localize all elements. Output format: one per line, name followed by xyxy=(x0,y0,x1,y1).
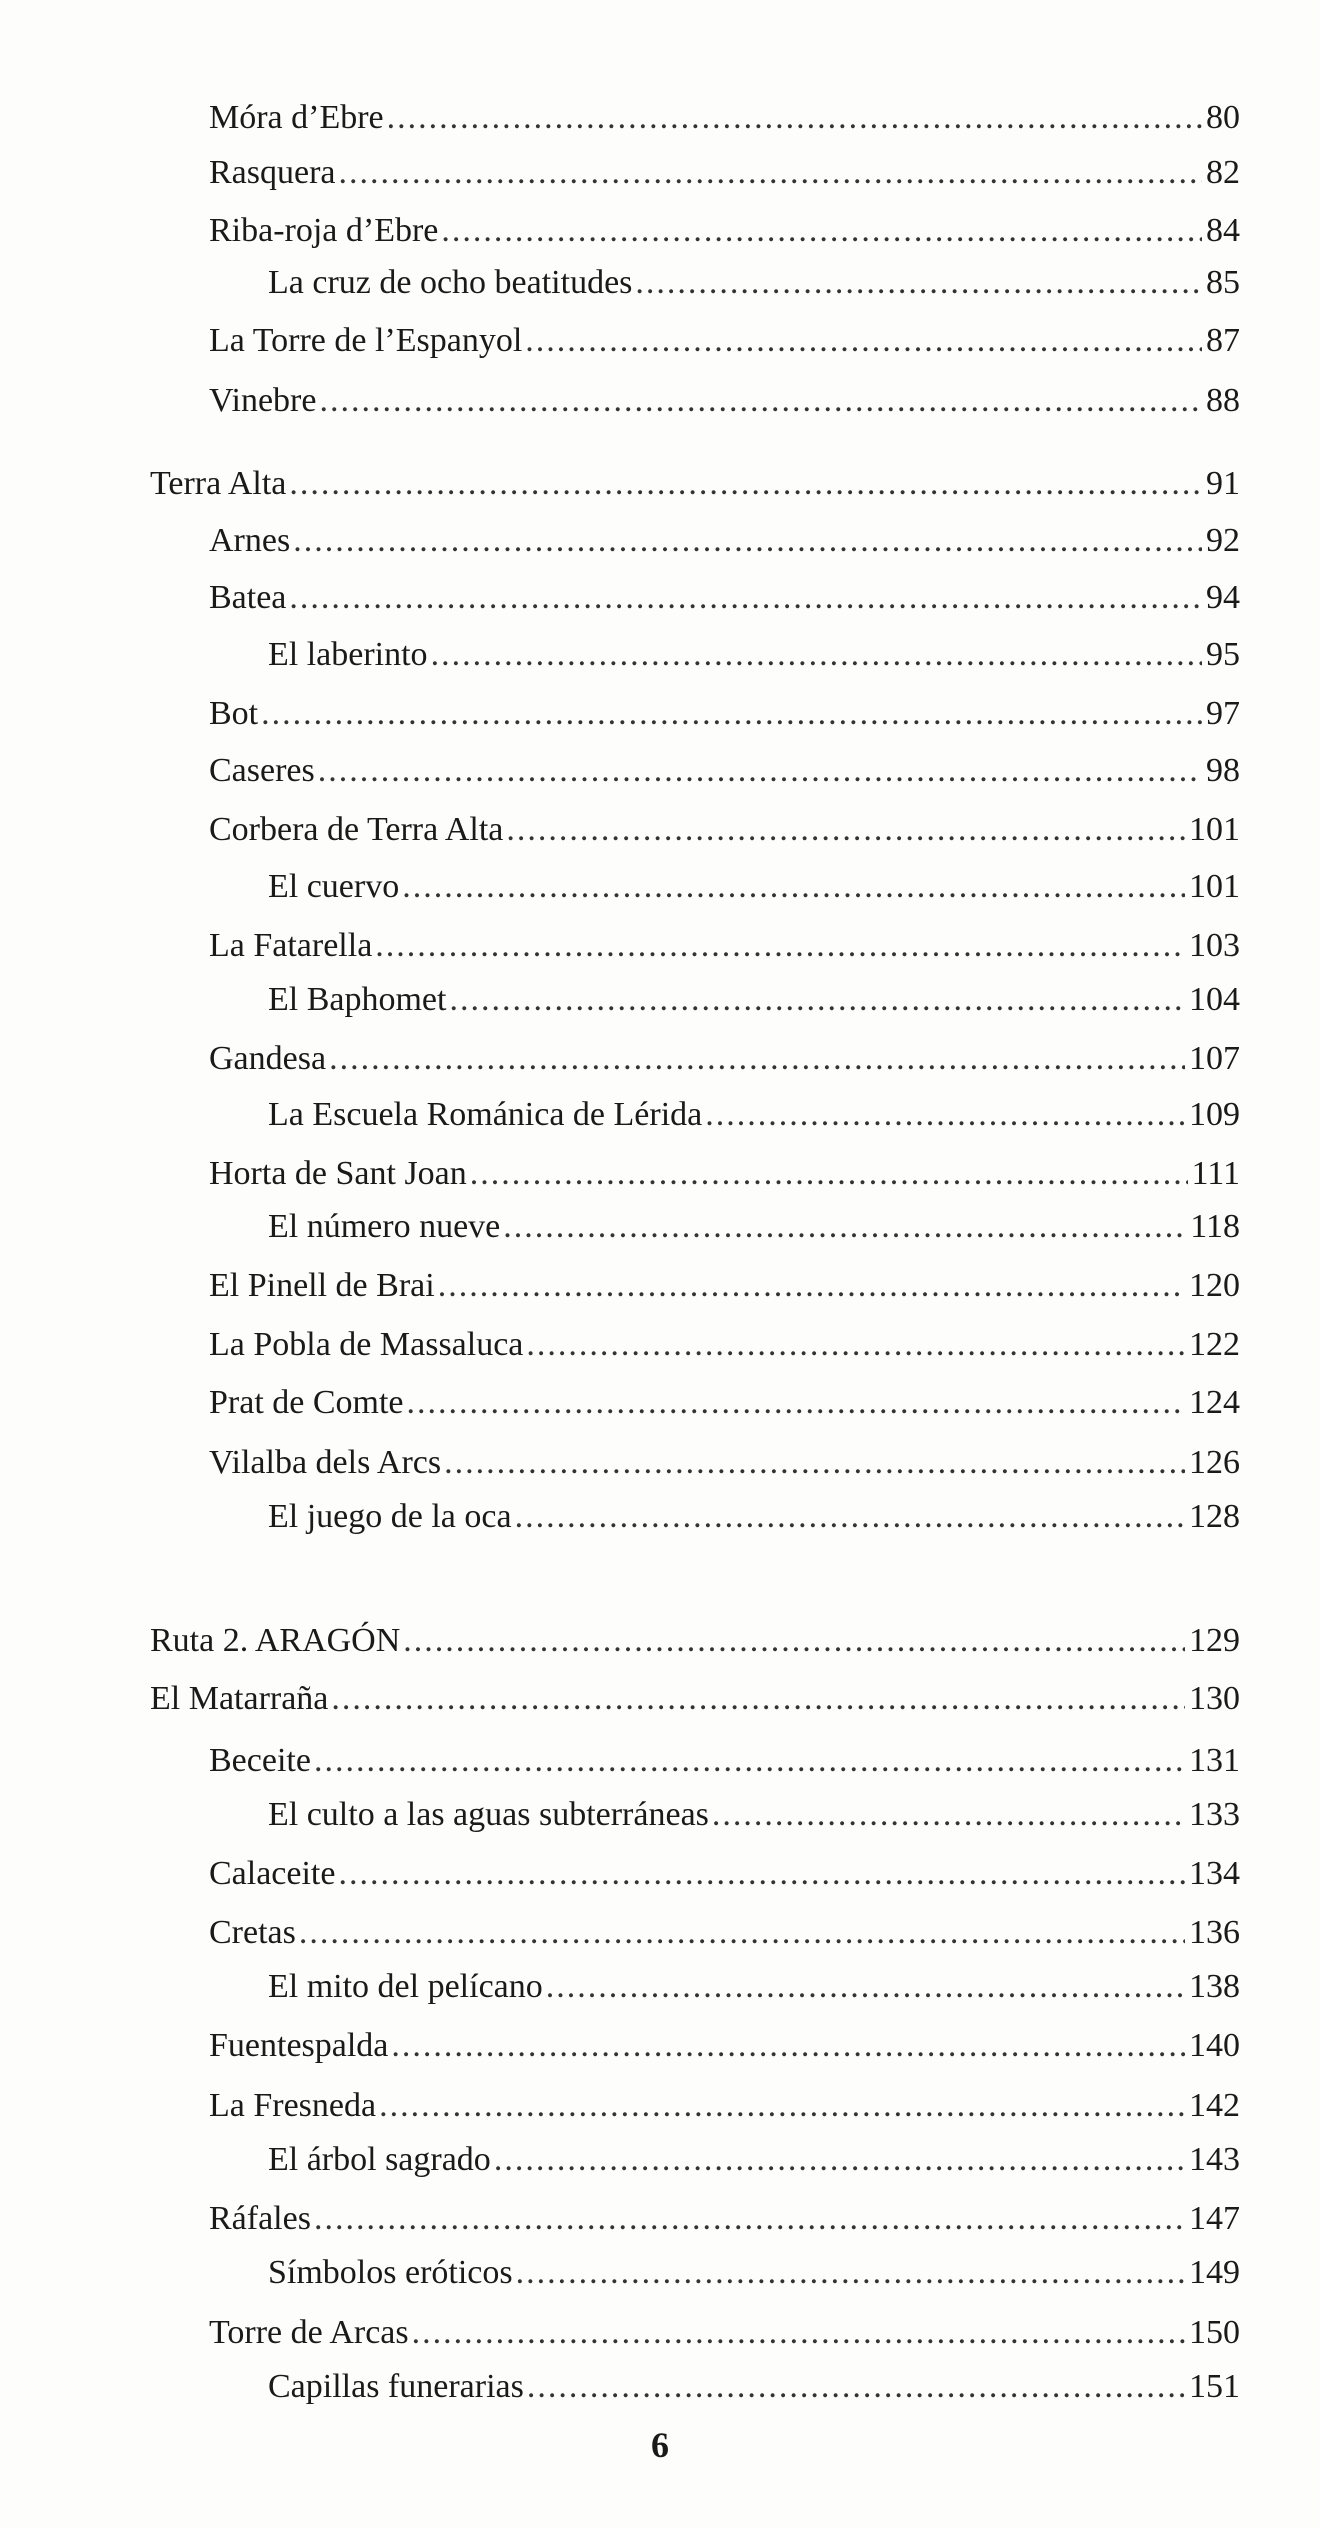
toc-entry-title: El cuervo xyxy=(268,868,400,905)
toc-entry xyxy=(209,578,1240,618)
toc-entry-page: 88 xyxy=(1206,382,1240,419)
toc-entry xyxy=(268,1497,1240,1537)
dot-leader xyxy=(293,521,1202,561)
toc-entry-page: 149 xyxy=(1189,2254,1240,2291)
toc-entry-page: 101 xyxy=(1189,811,1240,848)
toc-entry-page: 111 xyxy=(1191,1155,1240,1192)
toc-entry-title: Capillas funerarias xyxy=(268,2368,524,2405)
toc-entry-title: Calaceite xyxy=(209,1855,336,1892)
toc-entry-page: 143 xyxy=(1189,2141,1240,2178)
dot-leader xyxy=(441,211,1202,251)
toc-entry xyxy=(209,381,1240,421)
toc-entry xyxy=(209,751,1240,791)
toc-entry xyxy=(209,926,1240,966)
dot-leader xyxy=(449,980,1185,1020)
dot-leader xyxy=(705,1095,1185,1135)
dot-leader xyxy=(503,1207,1186,1247)
toc-entry-title: La Escuela Románica de Lérida xyxy=(268,1096,703,1133)
dot-leader xyxy=(412,2313,1185,2353)
dot-leader xyxy=(289,464,1202,504)
toc-entry-title: El laberinto xyxy=(268,636,428,673)
toc-entry-page: 87 xyxy=(1206,322,1240,359)
toc-entry-page: 124 xyxy=(1189,1384,1240,1421)
toc-entry-page: 136 xyxy=(1189,1914,1240,1951)
toc-entry xyxy=(268,1095,1240,1135)
toc-entry-page: 134 xyxy=(1189,1855,1240,1892)
toc-entry-title: Móra d’Ebre xyxy=(209,99,384,136)
toc-entry-page: 122 xyxy=(1189,1326,1240,1363)
dot-leader xyxy=(526,1325,1185,1365)
toc-entry xyxy=(150,1621,1240,1661)
toc-entry-page: 133 xyxy=(1189,1796,1240,1833)
toc-entry-title: Corbera de Terra Alta xyxy=(209,811,504,848)
toc-entry-title: El árbol sagrado xyxy=(268,2141,491,2178)
toc-entry xyxy=(268,263,1240,303)
dot-leader xyxy=(261,694,1202,734)
toc-entry xyxy=(150,1679,1240,1719)
toc-entry xyxy=(209,1854,1240,1894)
toc-entry-title: Beceite xyxy=(209,1742,311,1779)
toc-entry-page: 94 xyxy=(1206,579,1240,616)
toc-entry-page: 140 xyxy=(1189,2027,1240,2064)
toc-entry-title: El mito del pelícano xyxy=(268,1968,543,2005)
toc-entry xyxy=(209,211,1240,251)
dot-leader xyxy=(431,635,1202,675)
dot-leader xyxy=(506,810,1185,850)
toc-entry-page: 104 xyxy=(1189,981,1240,1018)
toc-entry-title: El juego de la oca xyxy=(268,1498,512,1535)
toc-entry-title: Fuentespalda xyxy=(209,2027,389,2064)
toc-entry-title: Prat de Comte xyxy=(209,1384,404,1421)
toc-entry-page: 128 xyxy=(1189,1498,1240,1535)
dot-leader xyxy=(318,751,1202,791)
toc-entry-page: 142 xyxy=(1189,2087,1240,2124)
toc-entry xyxy=(209,153,1240,193)
toc-entry-title: La Fatarella xyxy=(209,927,373,964)
dot-leader xyxy=(331,1679,1185,1719)
dot-leader xyxy=(407,1383,1185,1423)
toc-entry xyxy=(209,321,1240,361)
page-number: 6 xyxy=(651,2425,669,2465)
dot-leader xyxy=(444,1443,1185,1483)
toc-entry-page: 138 xyxy=(1189,1968,1240,2005)
dot-leader xyxy=(319,381,1202,421)
toc-entry-title: Vinebre xyxy=(209,382,317,419)
toc-entry-page: 107 xyxy=(1189,1040,1240,1077)
dot-leader xyxy=(387,98,1202,138)
dot-leader xyxy=(494,2140,1185,2180)
toc-entry xyxy=(209,1266,1240,1306)
toc-entry-page: 120 xyxy=(1189,1267,1240,1304)
toc-entry-page: 150 xyxy=(1189,2314,1240,2351)
toc-entry-title: Caseres xyxy=(209,752,315,789)
toc-entry-title: Cretas xyxy=(209,1914,296,1951)
dot-leader xyxy=(515,1497,1185,1537)
toc-entry-page: 130 xyxy=(1189,1680,1240,1717)
dot-leader xyxy=(403,1621,1185,1661)
toc-entry xyxy=(209,1443,1240,1483)
toc-entry xyxy=(268,1795,1240,1835)
toc-entry xyxy=(268,2253,1240,2293)
toc-entry-title: El Matarraña xyxy=(150,1680,329,1717)
toc-entry-page: 91 xyxy=(1206,465,1240,502)
toc-entry-title: Riba-roja d’Ebre xyxy=(209,212,439,249)
toc-entry-title: La Torre de l’Espanyol xyxy=(209,322,523,359)
toc-entry-title: Batea xyxy=(209,579,287,616)
toc-entry-title: Vilalba dels Arcs xyxy=(209,1444,442,1481)
toc-entry xyxy=(209,1383,1240,1423)
toc-entry xyxy=(209,1325,1240,1365)
toc-entry-title: Torre de Arcas xyxy=(209,2314,409,2351)
toc-entry xyxy=(209,521,1240,561)
dot-leader xyxy=(402,867,1185,907)
dot-leader xyxy=(635,263,1202,303)
toc-entry xyxy=(268,980,1240,1020)
dot-leader xyxy=(314,1741,1185,1781)
toc-entry xyxy=(209,98,1240,138)
toc-entry-title: El número nueve xyxy=(268,1208,501,1245)
toc-entry xyxy=(268,635,1240,675)
dot-leader xyxy=(391,2026,1185,2066)
dot-leader xyxy=(438,1266,1185,1306)
toc-entry-title: Ráfales xyxy=(209,2200,311,2237)
toc-entry xyxy=(150,464,1240,504)
dot-leader xyxy=(527,2367,1185,2407)
dot-leader xyxy=(470,1154,1188,1194)
toc-entry-title: Gandesa xyxy=(209,1040,327,1077)
toc-entry-page: 85 xyxy=(1206,264,1240,301)
toc-entry-page: 109 xyxy=(1189,1096,1240,1133)
dot-leader xyxy=(289,578,1202,618)
toc-entry-page: 95 xyxy=(1206,636,1240,673)
toc-entry-title: La cruz de ocho beatitudes xyxy=(268,264,633,301)
toc-entry-page: 97 xyxy=(1206,695,1240,732)
toc-entry-title: Bot xyxy=(209,695,259,732)
toc-entry xyxy=(209,2313,1240,2353)
dot-leader xyxy=(712,1795,1185,1835)
dot-leader xyxy=(338,1854,1185,1894)
toc-entry xyxy=(209,810,1240,850)
toc-entry-title: Arnes xyxy=(209,522,291,559)
toc-entry-title: El culto a las aguas subterráneas xyxy=(268,1796,709,1833)
toc-entry xyxy=(268,867,1240,907)
toc-entry-title: Ruta 2. ARAGÓN xyxy=(150,1622,401,1659)
toc-entry-page: 92 xyxy=(1206,522,1240,559)
toc-entry xyxy=(209,1154,1240,1194)
dot-leader xyxy=(525,321,1202,361)
toc-entry xyxy=(268,2140,1240,2180)
toc-entry-title: La Fresneda xyxy=(209,2087,377,2124)
dot-leader xyxy=(329,1039,1185,1079)
toc-entry-title: Horta de Sant Joan xyxy=(209,1155,467,1192)
toc-entry xyxy=(268,1207,1240,1247)
dot-leader xyxy=(299,1913,1185,1953)
toc-entry xyxy=(209,1039,1240,1079)
toc-entry-page: 80 xyxy=(1206,99,1240,136)
toc-entry xyxy=(268,2367,1240,2407)
toc-entry-page: 147 xyxy=(1189,2200,1240,2237)
toc-entry xyxy=(268,1967,1240,2007)
toc-entry-page: 82 xyxy=(1206,154,1240,191)
toc-entry-title: La Pobla de Massaluca xyxy=(209,1326,524,1363)
dot-leader xyxy=(546,1967,1185,2007)
dot-leader xyxy=(375,926,1185,966)
toc-entry-page: 103 xyxy=(1189,927,1240,964)
dot-leader xyxy=(379,2086,1185,2126)
toc-entry-page: 151 xyxy=(1189,2368,1240,2405)
dot-leader xyxy=(314,2199,1185,2239)
toc-entry-page: 98 xyxy=(1206,752,1240,789)
toc-entry-page: 84 xyxy=(1206,212,1240,249)
toc-entry xyxy=(209,1741,1240,1781)
toc-entry-title: Rasquera xyxy=(209,154,336,191)
toc-entry-page: 118 xyxy=(1190,1208,1240,1245)
toc-entry-page: 129 xyxy=(1189,1622,1240,1659)
toc-entry-title: Símbolos eróticos xyxy=(268,2254,513,2291)
toc-entry-title: El Baphomet xyxy=(268,981,447,1018)
toc-entry xyxy=(209,2199,1240,2239)
toc-entry-page: 101 xyxy=(1189,868,1240,905)
toc-entry xyxy=(209,2026,1240,2066)
dot-leader xyxy=(339,153,1202,193)
toc-entry xyxy=(209,694,1240,734)
toc-entry-page: 131 xyxy=(1189,1742,1240,1779)
toc-entry xyxy=(209,1913,1240,1953)
toc-entry xyxy=(209,2086,1240,2126)
toc-entry-title: Terra Alta xyxy=(150,465,287,502)
toc-entry-title: El Pinell de Brai xyxy=(209,1267,435,1304)
dot-leader xyxy=(516,2253,1185,2293)
toc-entry-page: 126 xyxy=(1189,1444,1240,1481)
